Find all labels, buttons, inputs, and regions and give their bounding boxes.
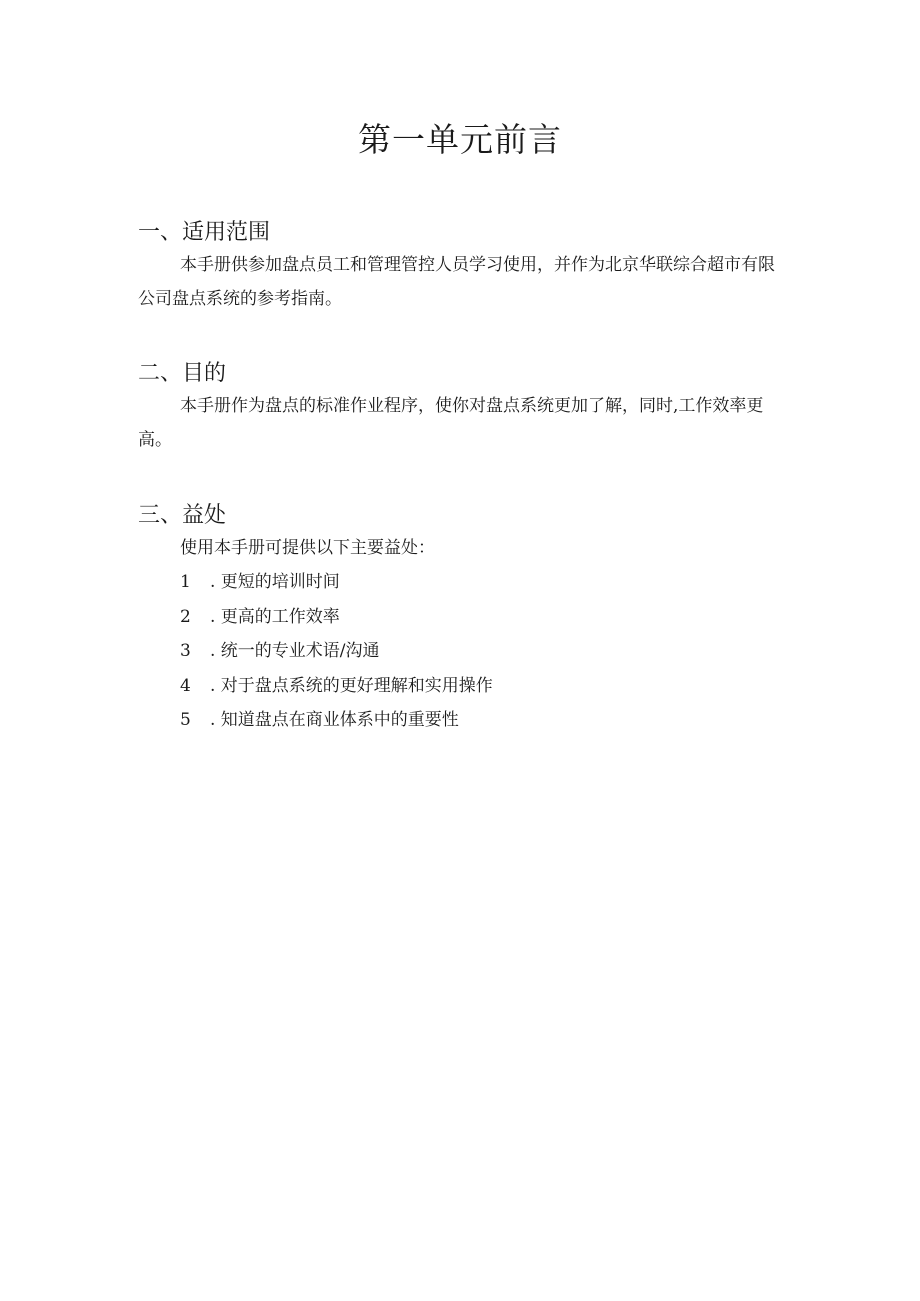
list-item	[180, 669, 778, 704]
section-purpose	[138, 359, 778, 457]
section-scope	[138, 218, 778, 316]
list-item	[180, 600, 778, 635]
section-body-purpose: 本手册作为盘点的标准作业程序，使你对盘点系统更加了解，同时,工作效率更高。	[138, 396, 764, 450]
list-item	[180, 703, 778, 738]
list-item-text: . 更高的工作效率	[210, 606, 340, 627]
section-heading-scope: 一、适用范围	[138, 220, 271, 245]
section-heading-purpose: 二、目的	[138, 361, 227, 386]
list-item-text: . 知道盘点在商业体系中的重要性	[210, 710, 459, 730]
document-title: 第一单元前言	[358, 120, 562, 159]
benefits-intro: 使用本手册可提供以下主要益处：	[180, 538, 435, 558]
benefits-list	[138, 565, 778, 738]
section-body-scope: 本手册供参加盘点员工和管理管控人员学习使用，并作为北京华联综合超市有限公司盘点系统的参考指南。	[138, 255, 775, 309]
section-benefits	[138, 501, 778, 738]
list-item-number: 2	[180, 606, 191, 627]
list-item-text: . 更短的培训时间	[210, 572, 340, 592]
list-item-number: 1	[180, 572, 191, 592]
section-heading-benefits: 三、益处	[138, 503, 227, 528]
list-item-number: 4	[180, 675, 191, 696]
list-item-text: . 对于盘点系统的更好理解和实用操作	[210, 675, 493, 696]
list-item-number: 3	[180, 641, 191, 661]
list-item-text: . 统一的专业术语/沟通	[210, 641, 380, 661]
list-item	[180, 634, 778, 669]
list-item-number: 5	[180, 710, 191, 730]
list-item	[180, 565, 778, 600]
